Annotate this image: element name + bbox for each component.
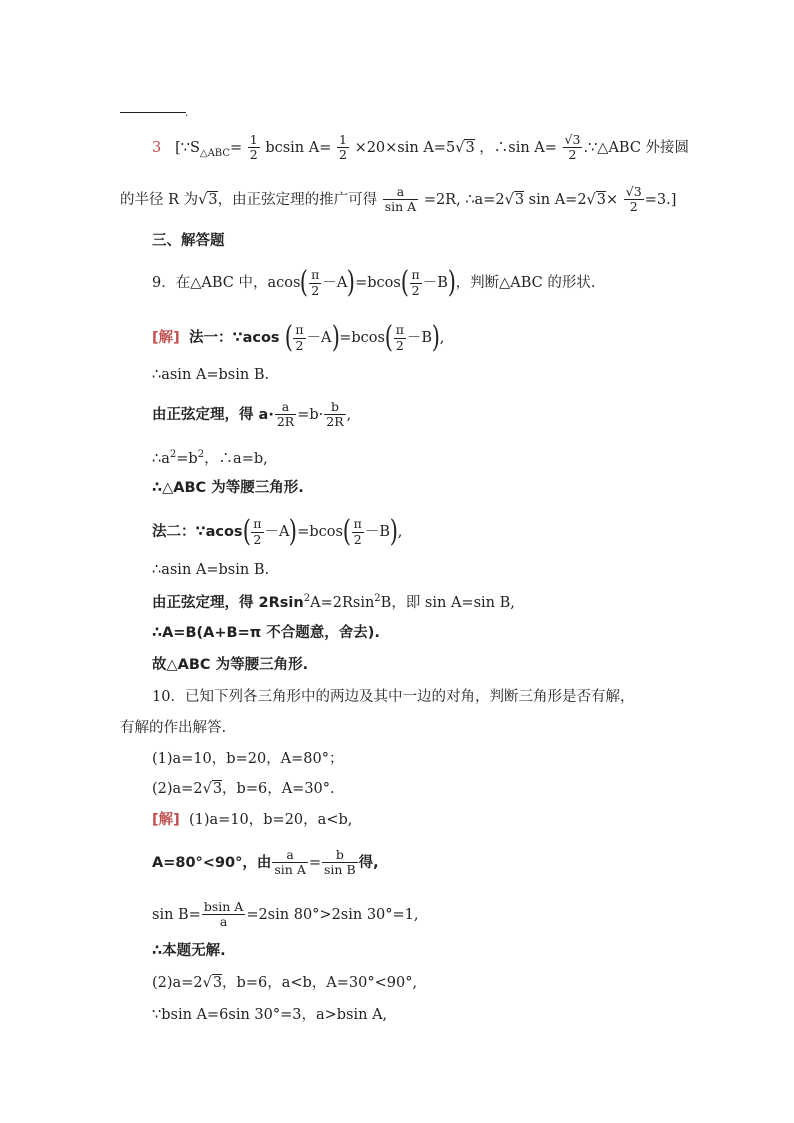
fraction: $\frac{√3}{2}$ bbox=[564, 132, 581, 163]
solution-9-method-2: 法二：∵acos( $\frac{\pi}{2}$ －A)=bcos( $\frac{\pi}{2}$ －B), bbox=[152, 514, 403, 549]
solution-step: A=80°<90°，由 $\frac{a}{\text{sin A}}$ = $\frac{b}{\text{sin B}}$ 得, bbox=[152, 847, 379, 878]
p8-explanation-line-2: 的半径 R 为√3，由正弦定理的推广可得 $\frac{a}{\text{sin A}}$ =2R, ∴a=2√3 sin A=2√3× $\frac{√3}{2}$ =3.] bbox=[120, 184, 677, 215]
answer-number: 3 bbox=[152, 139, 162, 156]
solution-conclusion: ∴△ABC 为等腰三角形. bbox=[152, 480, 304, 496]
solution-step: 由正弦定理，得 a· $\frac{a}{2R}$ =b· $\frac{b}{2R}$ , bbox=[152, 399, 352, 430]
solution-step: ∵bsin A=6sin 30°=3，a>bsin A, bbox=[152, 1007, 388, 1023]
solution-label: [解] bbox=[152, 330, 180, 346]
solution-label: [解] bbox=[152, 812, 180, 828]
section-heading: 三、解答题 bbox=[152, 233, 225, 249]
solution-10-part-1: [解] (1)a=10，b=20，a<b, bbox=[152, 812, 353, 828]
question-10-line-1: 10．已知下列各三角形中的两边及其中一边的对角，判断三角形是否有解， bbox=[152, 689, 635, 705]
solution-step: $\therefore a^2=b^2$，∴a=b, bbox=[152, 449, 268, 467]
question-10-line-2: 有解的作出解答. bbox=[120, 720, 227, 736]
fraction: $\frac{√3}{2}$ bbox=[625, 184, 642, 215]
fraction: $\frac{a}{\text{sin A}}$ bbox=[384, 184, 417, 215]
solution-step: ∴A=B(A+B=π 不合题意，舍去). bbox=[152, 625, 380, 641]
solution-step: 由正弦定理，得 2Rsin$^2$A=2Rsin$^2$B，即 sin A=sin B, bbox=[152, 593, 515, 611]
solution-9-method-1: [解] 法一：∵acos ( $\frac{\pi}{2}$ －A)=bcos( $\frac{\pi}{2}$ －B), bbox=[152, 320, 445, 355]
fraction: $\frac{1}{2}$ bbox=[249, 132, 258, 163]
question-9: 9．在△ABC 中，acos( $\frac{\pi}{2}$ －A)=bcos( $\frac{\pi}{2}$ －B)，判断△ABC 的形状. bbox=[152, 265, 596, 300]
solution-conclusion: 故△ABC 为等腰三角形. bbox=[152, 657, 309, 673]
answer-blank-line bbox=[120, 112, 186, 113]
p8-explanation-line-1: 3 [$\because S_{\triangle ABC}=$ $\frac{1}{2}$ bcsin A= $\frac{1}{2}$ ×20×sin A=5√3 ，∴sin A= $\frac{√3}{2}$ .∵△ABC 外接圆 bbox=[152, 132, 690, 163]
question-10-part-2: (2)a=2√3，b=6，A=30°. bbox=[152, 781, 335, 797]
question-10-part-1: (1)a=10，b=20，A=80°； bbox=[152, 751, 344, 767]
solution-10-part-2: (2)a=2√3，b=6，a<b，A=30°<90°, bbox=[152, 975, 418, 991]
solution-step: ∴asin A=bsin B. bbox=[152, 562, 270, 578]
blank-period: . bbox=[185, 108, 189, 119]
solution-step: ∴asin A=bsin B. bbox=[152, 367, 270, 383]
solution-conclusion: ∴本题无解. bbox=[152, 943, 226, 959]
solution-step: sin B= $\frac{\text{bsin A}}{a}$ =2sin 80°>2sin 30°=1, bbox=[152, 899, 419, 930]
fraction: $\frac{1}{2}$ bbox=[339, 132, 347, 163]
